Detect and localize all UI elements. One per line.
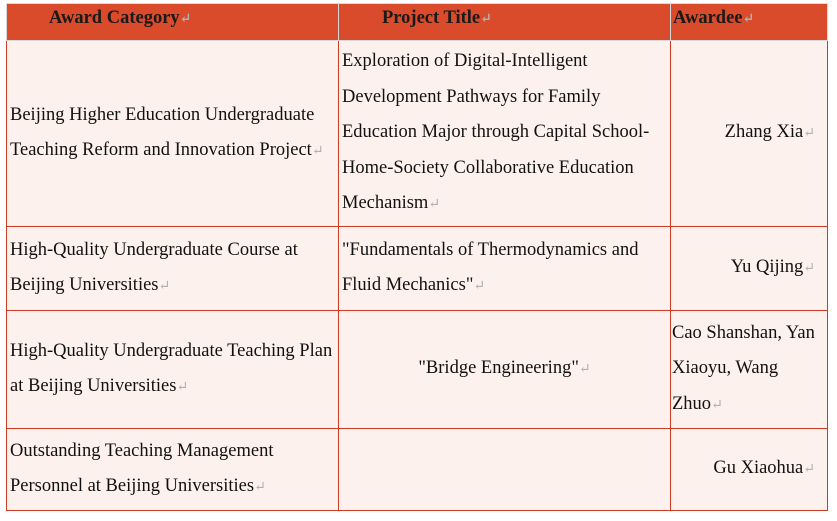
paragraph-mark-icon: ↵: [578, 362, 591, 378]
award-category-cell: Outstanding Teaching Management Personnel at Beijing Universities↵: [7, 429, 339, 511]
paragraph-mark-icon: ↵: [428, 197, 441, 213]
table-row: [7, 41, 828, 227]
paragraph-mark-icon: ↵: [803, 261, 815, 277]
project-title-cell: "Bridge Engineering"↵: [339, 311, 671, 429]
header-awardee: Awardee↵: [671, 4, 828, 41]
project-title-cell: "Fundamentals of Thermodynamics and Fluid Mechanics"↵: [339, 227, 671, 311]
project-title-cell: Exploration of Digital-Intelligent Development Pathways for Family Education Major through Capital School-Home-Society Collaborative Education Mechanism↵: [339, 41, 671, 227]
awardee-cell: Cao Shanshan, Yan Xiaoyu, Wang Zhuo↵: [671, 311, 828, 429]
paragraph-mark-icon: ↵: [473, 279, 486, 294]
awardee-cell: Zhang Xia↵: [671, 41, 828, 227]
header-row: [7, 4, 828, 41]
table-row: [7, 227, 828, 311]
table-row: [7, 429, 828, 511]
project-title-cell: [339, 429, 671, 511]
awards-table: [6, 3, 828, 511]
paragraph-mark-icon: ↵: [158, 279, 171, 294]
paragraph-mark-icon: ↵: [176, 380, 189, 395]
paragraph-mark-icon: ↵: [803, 462, 815, 478]
header-project-title: Project Title↵: [339, 4, 671, 41]
header-award-category: Award Category↵: [7, 4, 339, 41]
paragraph-mark-icon: ↵: [711, 397, 723, 413]
award-category-cell: High-Quality Undergraduate Teaching Plan at Beijing Universities↵: [7, 311, 339, 429]
paragraph-mark-icon: ↵: [179, 12, 192, 27]
awardee-cell: Gu Xiaohua↵: [671, 429, 828, 511]
paragraph-mark-icon: ↵: [311, 144, 324, 159]
paragraph-mark-icon: ↵: [254, 480, 266, 495]
paragraph-mark-icon: ↵: [480, 12, 492, 27]
table-row: [7, 311, 828, 429]
paragraph-mark-icon: ↵: [742, 12, 755, 27]
award-category-cell: High-Quality Undergraduate Course at Beijing Universities↵: [7, 227, 339, 311]
awardee-cell: Yu Qijing↵: [671, 227, 828, 311]
award-category-cell: Beijing Higher Education Undergraduate Teaching Reform and Innovation Project↵: [7, 41, 339, 227]
paragraph-mark-icon: ↵: [803, 126, 815, 142]
